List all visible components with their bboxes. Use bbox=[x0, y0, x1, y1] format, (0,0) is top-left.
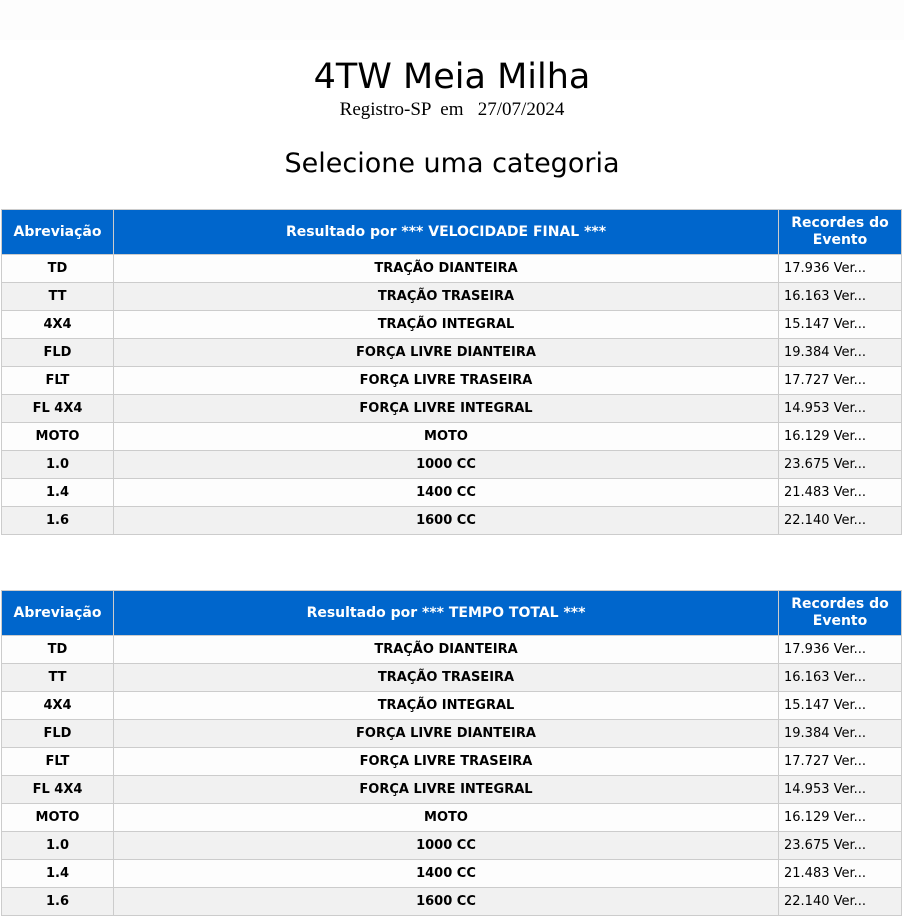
event-record: 19.384 Ver... bbox=[779, 339, 902, 367]
category-abbreviation: 1.6 bbox=[2, 507, 114, 535]
select-category-heading: Selecione uma categoria bbox=[284, 148, 620, 179]
event-record: 22.140 Ver... bbox=[779, 888, 902, 916]
event-record: 19.384 Ver... bbox=[779, 720, 902, 748]
category-row[interactable] bbox=[2, 395, 902, 423]
category-row[interactable] bbox=[2, 255, 902, 283]
category-row[interactable] bbox=[2, 339, 902, 367]
category-name-link[interactable]: FORÇA LIVRE TRASEIRA bbox=[114, 748, 779, 776]
category-row[interactable] bbox=[2, 479, 902, 507]
event-record: 16.129 Ver... bbox=[779, 423, 902, 451]
category-name-link[interactable]: TRAÇÃO INTEGRAL bbox=[114, 311, 779, 339]
event-record: 16.129 Ver... bbox=[779, 804, 902, 832]
category-name-link[interactable]: TRAÇÃO DIANTEIRA bbox=[114, 636, 779, 664]
category-abbreviation: TT bbox=[2, 283, 114, 311]
category-abbreviation: 4X4 bbox=[2, 311, 114, 339]
category-name-link[interactable]: 1600 CC bbox=[114, 888, 779, 916]
event-record: 17.727 Ver... bbox=[779, 748, 902, 776]
category-row[interactable] bbox=[2, 283, 902, 311]
category-row[interactable] bbox=[2, 423, 902, 451]
category-row[interactable] bbox=[2, 748, 902, 776]
category-abbreviation: FLT bbox=[2, 367, 114, 395]
page-title: 4TW Meia Milha bbox=[313, 57, 591, 97]
category-row[interactable] bbox=[2, 860, 902, 888]
category-row[interactable] bbox=[2, 720, 902, 748]
category-name-link[interactable]: 1400 CC bbox=[114, 860, 779, 888]
event-record: 15.147 Ver... bbox=[779, 692, 902, 720]
category-name-link[interactable]: FORÇA LIVRE TRASEIRA bbox=[114, 367, 779, 395]
event-record: 16.163 Ver... bbox=[779, 283, 902, 311]
category-abbreviation: FL 4X4 bbox=[2, 776, 114, 804]
event-record: 23.675 Ver... bbox=[779, 451, 902, 479]
category-row[interactable] bbox=[2, 311, 902, 339]
category-name-link[interactable]: FORÇA LIVRE INTEGRAL bbox=[114, 776, 779, 804]
event-record: 16.163 Ver... bbox=[779, 664, 902, 692]
event-record: 17.727 Ver... bbox=[779, 367, 902, 395]
category-row[interactable] bbox=[2, 636, 902, 664]
category-row[interactable] bbox=[2, 776, 902, 804]
event-record: 22.140 Ver... bbox=[779, 507, 902, 535]
category-abbreviation: 1.4 bbox=[2, 479, 114, 507]
category-abbreviation: FLD bbox=[2, 339, 114, 367]
category-row[interactable] bbox=[2, 367, 902, 395]
category-name-link[interactable]: TRAÇÃO INTEGRAL bbox=[114, 692, 779, 720]
table-header-row bbox=[2, 210, 902, 255]
category-abbreviation: TD bbox=[2, 255, 114, 283]
category-row[interactable] bbox=[2, 507, 902, 535]
category-name-link[interactable]: 1400 CC bbox=[114, 479, 779, 507]
category-abbreviation: 4X4 bbox=[2, 692, 114, 720]
category-name-link[interactable]: TRAÇÃO TRASEIRA bbox=[114, 664, 779, 692]
event-subtitle: Registro-SP em 27/07/2024 bbox=[339, 99, 565, 120]
category-abbreviation: FL 4X4 bbox=[2, 395, 114, 423]
category-abbreviation: TD bbox=[2, 636, 114, 664]
event-record: 23.675 Ver... bbox=[779, 832, 902, 860]
event-record: 17.936 Ver... bbox=[779, 255, 902, 283]
event-record: 14.953 Ver... bbox=[779, 776, 902, 804]
category-name-link[interactable]: MOTO bbox=[114, 423, 779, 451]
category-row[interactable] bbox=[2, 888, 902, 916]
tempo-total-table bbox=[1, 590, 902, 916]
event-record: 17.936 Ver... bbox=[779, 636, 902, 664]
category-row[interactable] bbox=[2, 692, 902, 720]
category-abbreviation: 1.4 bbox=[2, 860, 114, 888]
column-header-abbreviation: Abreviação bbox=[2, 591, 114, 636]
category-abbreviation: 1.0 bbox=[2, 451, 114, 479]
category-abbreviation: FLD bbox=[2, 720, 114, 748]
category-abbreviation: MOTO bbox=[2, 423, 114, 451]
category-abbreviation: TT bbox=[2, 664, 114, 692]
category-row[interactable] bbox=[2, 832, 902, 860]
category-abbreviation: 1.6 bbox=[2, 888, 114, 916]
category-row[interactable] bbox=[2, 664, 902, 692]
category-row[interactable] bbox=[2, 451, 902, 479]
category-name-link[interactable]: FORÇA LIVRE DIANTEIRA bbox=[114, 720, 779, 748]
column-header-records: Recordes do Evento bbox=[779, 591, 902, 636]
category-name-link[interactable]: FORÇA LIVRE DIANTEIRA bbox=[114, 339, 779, 367]
event-record: 21.483 Ver... bbox=[779, 860, 902, 888]
table-header-row bbox=[2, 591, 902, 636]
column-header-result: Resultado por *** VELOCIDADE FINAL *** bbox=[114, 210, 779, 255]
category-name-link[interactable]: TRAÇÃO DIANTEIRA bbox=[114, 255, 779, 283]
category-name-link[interactable]: 1000 CC bbox=[114, 832, 779, 860]
column-header-abbreviation: Abreviação bbox=[2, 210, 114, 255]
category-name-link[interactable]: 1000 CC bbox=[114, 451, 779, 479]
category-abbreviation: FLT bbox=[2, 748, 114, 776]
category-row[interactable] bbox=[2, 804, 902, 832]
top-strip bbox=[0, 0, 904, 40]
velocidade-final-table bbox=[1, 209, 902, 535]
category-abbreviation: 1.0 bbox=[2, 832, 114, 860]
event-record: 21.483 Ver... bbox=[779, 479, 902, 507]
event-record: 14.953 Ver... bbox=[779, 395, 902, 423]
category-abbreviation: MOTO bbox=[2, 804, 114, 832]
column-header-records: Recordes do Evento bbox=[779, 210, 902, 255]
category-name-link[interactable]: MOTO bbox=[114, 804, 779, 832]
category-name-link[interactable]: TRAÇÃO TRASEIRA bbox=[114, 283, 779, 311]
category-name-link[interactable]: 1600 CC bbox=[114, 507, 779, 535]
category-name-link[interactable]: FORÇA LIVRE INTEGRAL bbox=[114, 395, 779, 423]
event-record: 15.147 Ver... bbox=[779, 311, 902, 339]
column-header-result: Resultado por *** TEMPO TOTAL *** bbox=[114, 591, 779, 636]
